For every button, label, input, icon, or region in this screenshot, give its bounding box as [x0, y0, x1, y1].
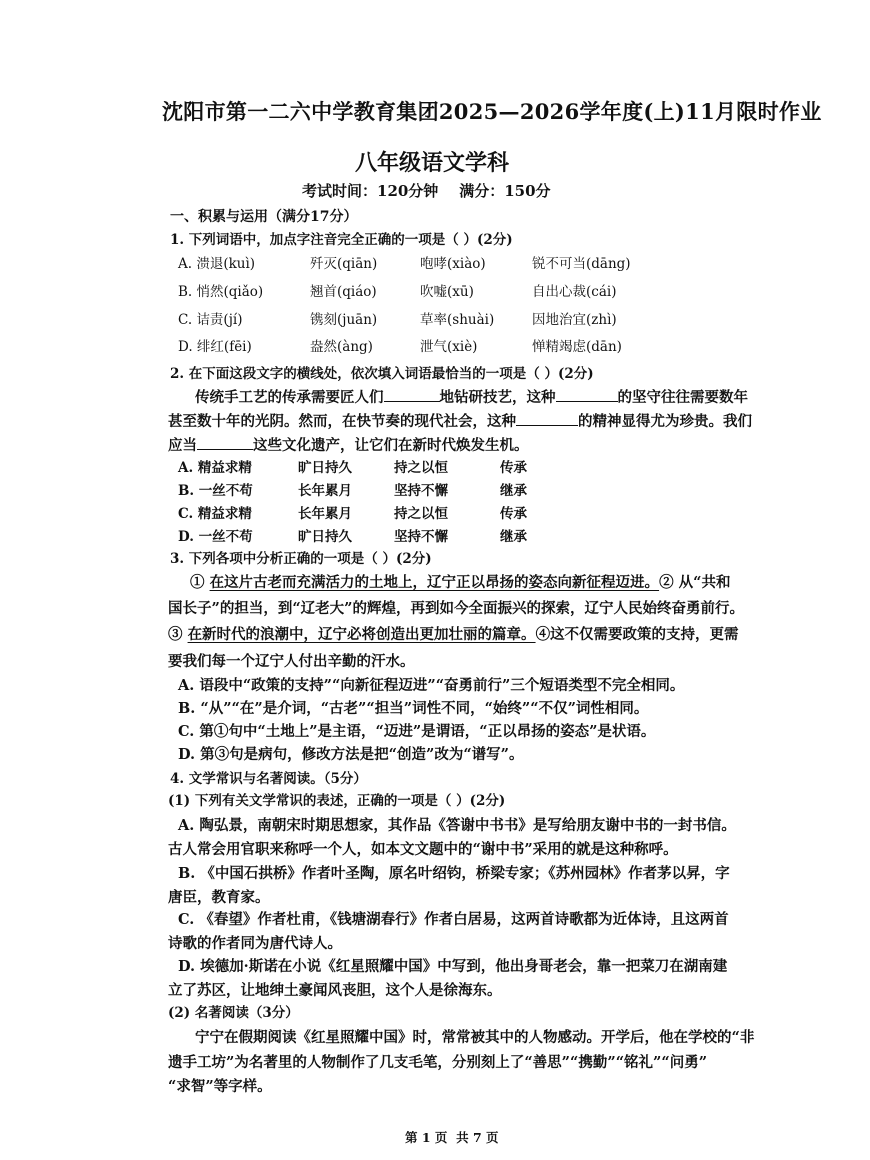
q2-b-3: 坚持不懈	[394, 483, 448, 499]
q2-b-2: 长年累月	[298, 483, 352, 499]
q3-stem: 3. 下列各项中分析正确的一项是（ ）(2分)	[170, 551, 432, 567]
q3-para-line2: 国长子”的担当，到“辽老大”的辉煌，再到如今全面振兴的探索，辽宁人民始终奋勇前行。	[168, 600, 745, 617]
q3-text-3c: ④这不仅需要政策的支持，更需	[535, 626, 739, 643]
q3-option-a: A. 语段中“政策的支持”“向新征程迈进”“奋勇前行”三个短语类型不完全相同。	[178, 677, 685, 694]
q2-a-2: 旷日持久	[298, 460, 352, 476]
q2-b-4: 继承	[500, 483, 527, 499]
q3-para-line4: 要我们每一个辽宁人付出辛勤的汗水。	[168, 653, 415, 670]
q2-text-1a: 传统手工艺的传承需要匠人们	[195, 389, 384, 406]
q1-c-2: 镌刻(juān)	[310, 312, 378, 328]
q2-c-3: 持之以恒	[394, 506, 448, 522]
q1-b-1: B. 悄然(qiǎo)	[178, 284, 264, 300]
q4-option-c-line1: C. 《春望》作者杜甫，《钱塘湖春行》作者白居易，这两首诗歌都为近体诗，且这两首	[178, 911, 729, 928]
q2-b-1: B. 一丝不苟	[178, 483, 253, 499]
q2-para-line2	[168, 410, 752, 431]
exam-info: 考试时间：120分钟 满分：150分	[302, 182, 551, 200]
q2-blank-4	[197, 435, 253, 450]
q3-text-1c: ② 从“共和	[659, 574, 731, 591]
q1-a-2: 歼灭(qiān)	[310, 256, 378, 272]
q4-reading-line2: 遗手工坊”为名著里的人物制作了几支毛笔，分别刻上了“善思”“携勤”“铭礼”“问勇”	[168, 1054, 708, 1071]
q3-option-c: C. 第①句中“土地上”是主语，“迈进”是谓语，“正以昂扬的姿态”是状语。	[178, 723, 656, 740]
page-footer: 第 1 页 共 7 页	[405, 1130, 499, 1145]
q4-sub2-stem: (2) 名著阅读（3分）	[168, 1005, 299, 1021]
q2-text-2b: 的精神显得尤为珍贵。我们	[578, 413, 752, 430]
q1-b-4: 自出心裁(cái)	[532, 284, 617, 300]
q2-c-2: 长年累月	[298, 506, 352, 522]
q3-option-d: D. 第③句是病句，修改方法是把“创造”改为“谱写”。	[178, 746, 524, 763]
q2-para-line1	[195, 386, 748, 407]
q3-sentence-3: 在新时代的浪潮中，辽宁必将创造出更加壮丽的篇章。	[187, 626, 536, 643]
q1-c-4: 因地治宜(zhì)	[532, 312, 617, 328]
q2-stem: 2. 在下面这段文字的横线处，依次填入词语最恰当的一项是（ ）(2分)	[170, 366, 594, 382]
q1-b-3: 吹嘘(xū)	[420, 284, 474, 300]
q1-a-1: A. 溃退(kuì)	[178, 256, 256, 272]
q1-c-3: 草率(shuài)	[420, 312, 495, 328]
q1-a-3: 咆哮(xiào)	[420, 256, 486, 272]
section-heading: 一、积累与运用（满分17分）	[170, 209, 358, 225]
q2-blank-1	[384, 387, 440, 402]
q1-d-3: 泄气(xiè)	[420, 339, 478, 355]
q3-sentence-1: 在这片古老而充满活力的土地上，辽宁正以昂扬的姿态向新征程迈进。	[209, 574, 660, 591]
q4-option-d-line1: D. 埃德加·斯诺在小说《红星照耀中国》中写到，他出身哥老会，靠一把菜刀在湖南建	[178, 958, 728, 975]
q4-option-a-line2: 古人常会用官职来称呼一个人，如本文文题中的“谢中书”采用的就是这种称呼。	[168, 841, 678, 858]
q2-d-1: D. 一丝不苟	[178, 529, 253, 545]
q3-option-b: B. “从”“在”是介词，“古老”“担当”词性不同，“始终”“不仅”词性相同。	[178, 700, 649, 717]
q3-para-line3	[168, 623, 739, 644]
q2-a-4: 传承	[500, 460, 527, 476]
subject-title: 八年级语文学科	[355, 150, 510, 176]
q1-stem: 1. 下列词语中，加点字注音完全正确的一项是（ ）(2分)	[170, 232, 513, 248]
q3-circled-3: ③	[168, 626, 183, 643]
q4-option-d-line2: 立了苏区，让地绅土豪闻风丧胆，这个人是徐海东。	[168, 982, 502, 999]
q4-reading-line3: “求智”等字样。	[168, 1078, 272, 1095]
q4-option-b-line2: 唐臣，教育家。	[168, 889, 270, 906]
q2-text-2a: 甚至数十年的光阴。然而，在快节奏的现代社会，这种	[168, 413, 516, 430]
q4-sub1-stem: (1) 下列有关文学常识的表述，正确的一项是（ ）(2分)	[168, 793, 506, 809]
q2-text-1b: 地钻研技艺，这种	[439, 389, 556, 406]
q1-d-2: 盎然(àng)	[310, 339, 373, 355]
q4-stem: 4. 文学常识与名著阅读。（5分）	[170, 771, 367, 787]
q3-para-line1	[190, 571, 730, 592]
q2-a-3: 持之以恒	[394, 460, 448, 476]
q1-d-4: 惮精竭虑(dān)	[532, 339, 622, 355]
q1-d-1: D. 绯红(fēi)	[178, 339, 252, 355]
exam-title: 沈阳市第一二六中学教育集团2025—2026学年度(上)11月限时作业	[162, 99, 822, 124]
q2-text-1c: 的坚守往往需要数年	[617, 389, 748, 406]
q2-d-2: 旷日持久	[298, 529, 352, 545]
q2-a-1: A. 精益求精	[178, 460, 252, 476]
q3-circled-1: ①	[190, 574, 205, 591]
q2-d-4: 继承	[500, 529, 527, 545]
q4-reading-line1: 宁宁在假期阅读《红星照耀中国》时，常常被其中的人物感动。开学后，他在学校的“非	[195, 1029, 755, 1046]
q4-option-c-line2: 诗歌的作者同为唐代诗人。	[168, 935, 342, 952]
q1-b-2: 翘首(qiáo)	[310, 284, 377, 300]
q2-para-line3	[168, 434, 529, 455]
q4-option-b-line1: B. 《中国石拱桥》作者叶圣陶，原名叶绍钧，桥梁专家；《苏州园林》作者茅以昇，字	[178, 865, 730, 882]
q2-text-3a: 应当	[168, 437, 197, 454]
q2-text-3b: 这些文化遗产，让它们在新时代焕发生机。	[253, 437, 529, 454]
q4-option-a-line1: A. 陶弘景，南朝宋时期思想家，其作品《答谢中书书》是写给朋友谢中书的一封书信。	[178, 817, 736, 834]
q2-blank-3	[516, 411, 578, 426]
q1-c-1: C. 诘责(jí)	[178, 312, 243, 328]
q2-c-1: C. 精益求精	[178, 506, 252, 522]
q1-a-4: 锐不可当(dāng)	[532, 256, 631, 272]
q2-blank-2	[556, 387, 618, 402]
q2-c-4: 传承	[500, 506, 527, 522]
q2-d-3: 坚持不懈	[394, 529, 448, 545]
